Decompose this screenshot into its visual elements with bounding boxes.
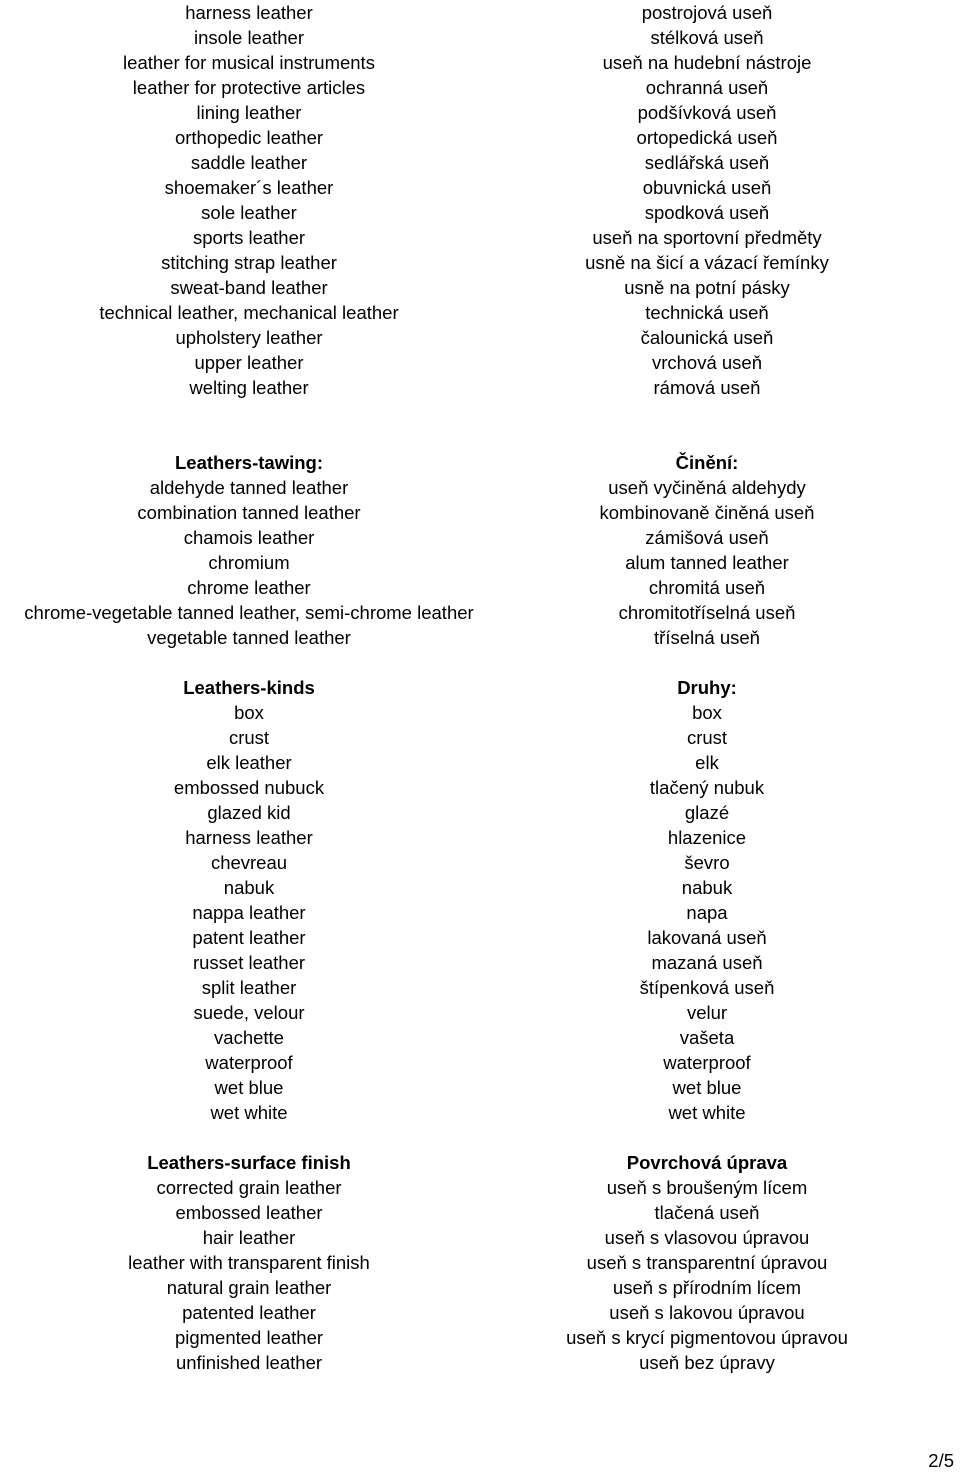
term-row: podšívková useň (637, 102, 777, 123)
term-row: sweat-band leather (170, 277, 328, 298)
term-row: chromium (208, 552, 290, 573)
tawing-heading-cs: Činění: (675, 452, 739, 473)
term-row: upper leather (194, 352, 304, 373)
term-row: vrchová useň (651, 352, 763, 373)
term-row: hlazenice (667, 827, 747, 848)
term-row: split leather (201, 977, 297, 998)
term-row: sedlářská useň (644, 152, 770, 173)
term-row: lakovaná useň (647, 927, 767, 948)
tawing-heading-en: Leathers-tawing: (174, 452, 324, 473)
term-row: rámová useň (653, 377, 761, 398)
term-row: lining leather (196, 102, 302, 123)
term-row: technická useň (645, 302, 769, 323)
term-row: mazaná useň (651, 952, 763, 973)
term-row: wet white (668, 1102, 746, 1123)
term-row: glazé (684, 802, 730, 823)
page-number: 2/5 (928, 1450, 954, 1471)
czech-column (455, 0, 959, 1375)
term-row: leather with transparent finish (128, 1252, 370, 1273)
term-row: combination tanned leather (137, 502, 361, 523)
term-row: russet leather (192, 952, 306, 973)
term-row: embossed nubuck (173, 777, 325, 798)
term-row: ortopedická useň (636, 127, 778, 148)
english-column (0, 0, 498, 1375)
term-row: wet blue (214, 1077, 284, 1098)
kinds-heading-cs: Druhy: (677, 677, 737, 698)
term-row: postrojová useň (641, 2, 773, 23)
term-row: stitching strap leather (161, 252, 337, 273)
term-row: suede, velour (193, 1002, 305, 1023)
finish-terms-cs (455, 1175, 959, 1375)
term-row: chrome-vegetable tanned leather, semi-chrome leather (24, 602, 474, 623)
finish-heading-cs: Povrchová úprava (626, 1152, 788, 1173)
term-row: technical leather, mechanical leather (99, 302, 399, 323)
term-row: useň bez úpravy (639, 1352, 775, 1373)
term-row: box (234, 702, 264, 723)
term-row: natural grain leather (166, 1277, 332, 1298)
term-row: orthopedic leather (174, 127, 324, 148)
term-row: pigmented leather (174, 1327, 324, 1348)
term-row: crust (686, 727, 728, 748)
term-row: leather for protective articles (132, 77, 366, 98)
term-row: box (692, 702, 722, 723)
term-row: tříselná useň (654, 627, 760, 648)
term-row: harness leather (185, 827, 313, 848)
kinds-heading-en: Leathers-kinds (183, 677, 315, 698)
term-row: useň s přírodním lícem (612, 1277, 802, 1298)
term-row: usně na potní pásky (624, 277, 790, 298)
term-row: leather for musical instruments (123, 52, 375, 73)
term-row: waterproof (663, 1052, 751, 1073)
term-row: chromitotříselná useň (618, 602, 796, 623)
term-row: hair leather (202, 1227, 296, 1248)
term-row: useň na sportovní předměty (592, 227, 822, 248)
term-row: useň s transparentní úpravou (586, 1252, 828, 1273)
term-row: nabuk (223, 877, 275, 898)
term-row: usně na šicí a vázací řemínky (585, 252, 829, 273)
tawing-terms-en (0, 475, 498, 650)
term-row: corrected grain leather (156, 1177, 342, 1198)
term-row: harness leather (185, 2, 313, 23)
term-row: nappa leather (192, 902, 306, 923)
term-row: patent leather (192, 927, 306, 948)
term-row: spodková useň (644, 202, 770, 223)
term-row: štípenková useň (639, 977, 775, 998)
finish-heading-en: Leathers-surface finish (147, 1152, 351, 1173)
term-row: chamois leather (183, 527, 315, 548)
term-row: obuvnická useň (642, 177, 772, 198)
term-row: sports leather (192, 227, 306, 248)
term-row: napa (686, 902, 728, 923)
term-row: useň s broušeným lícem (606, 1177, 808, 1198)
term-row: upholstery leather (175, 327, 323, 348)
intro-terms-cs (455, 0, 959, 400)
kinds-terms-cs (455, 700, 959, 1125)
term-row: saddle leather (190, 152, 308, 173)
term-row: chrome leather (187, 577, 311, 598)
term-row: elk leather (206, 752, 292, 773)
term-row: velur (686, 1002, 728, 1023)
term-row: useň s vlasovou úpravou (604, 1227, 810, 1248)
term-row: useň na hudební nástroje (602, 52, 812, 73)
intro-terms-en (0, 0, 498, 400)
term-row: aldehyde tanned leather (149, 477, 349, 498)
term-row: useň vyčiněná aldehydy (608, 477, 806, 498)
term-row: stélková useň (650, 27, 764, 48)
term-row: chevreau (210, 852, 288, 873)
term-row: ochranná useň (645, 77, 769, 98)
term-row: wet white (210, 1102, 288, 1123)
term-row: vegetable tanned leather (147, 627, 351, 648)
term-row: unfinished leather (175, 1352, 323, 1373)
term-row: glazed kid (207, 802, 291, 823)
term-row: kombinovaně činěná useň (599, 502, 815, 523)
tawing-terms-cs (455, 475, 959, 650)
term-row: shoemaker´s leather (164, 177, 334, 198)
term-row: čalounická useň (640, 327, 774, 348)
term-row: crust (228, 727, 270, 748)
term-row: waterproof (205, 1052, 293, 1073)
term-row: vachette (214, 1027, 284, 1048)
term-row: tlačená useň (654, 1202, 760, 1223)
finish-terms-en (0, 1175, 498, 1375)
term-row: ševro (684, 852, 730, 873)
term-row: zámišová useň (645, 527, 769, 548)
term-row: nabuk (681, 877, 733, 898)
term-row: sole leather (201, 202, 297, 223)
term-row: useň s lakovou úpravou (609, 1302, 805, 1323)
term-row: alum tanned leather (625, 552, 789, 573)
kinds-terms-en (0, 700, 498, 1125)
term-row: patented leather (182, 1302, 316, 1323)
term-row: vašeta (679, 1027, 735, 1048)
term-row: insole leather (193, 27, 305, 48)
term-row: chromitá useň (648, 577, 766, 598)
term-row: wet blue (672, 1077, 742, 1098)
term-row: welting leather (189, 377, 309, 398)
term-row: tlačený nubuk (649, 777, 765, 798)
term-row: elk (695, 752, 719, 773)
term-row: embossed leather (175, 1202, 323, 1223)
term-row: useň s krycí pigmentovou úpravou (566, 1327, 848, 1348)
